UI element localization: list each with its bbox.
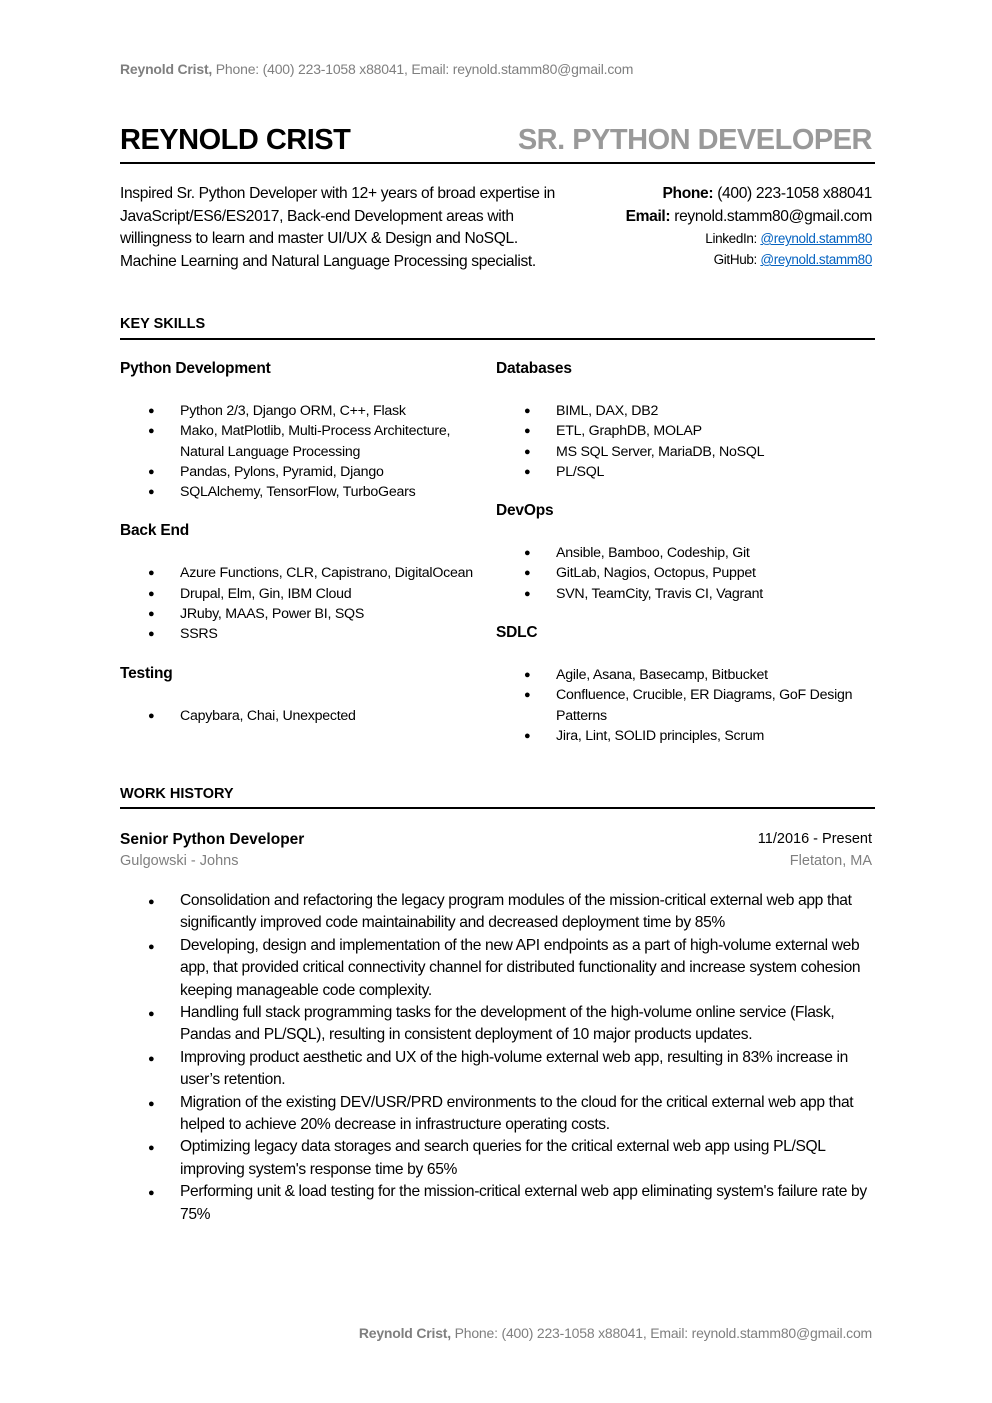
github-label: GitHub: xyxy=(713,252,761,267)
skill-item: ● GitLab, Nagios, Octopus, Puppet xyxy=(496,563,866,583)
skill-item: ● ETL, GraphDB, MOLAP xyxy=(496,421,866,441)
github-link[interactable]: @reynold.stamm80 xyxy=(760,252,872,267)
skill-item: ● Mako, MatPlotlib, Multi-Process Architecture, Natural Language Processing xyxy=(120,421,490,462)
list-item: ● Handling full stack programming tasks for the development of the high-volume online service (Flask, Pandas and PL/SQL), resulting in consistent deployment of 10 major products updates. xyxy=(120,1002,876,1047)
skill-item: ● Drupal, Elm, Gin, IBM Cloud xyxy=(120,584,490,604)
job-bullets xyxy=(120,890,876,1226)
divider xyxy=(120,162,875,164)
job-position: Senior Python Developer xyxy=(120,831,305,848)
skill-group-title: Back End xyxy=(120,522,190,540)
skill-item: ● Python 2/3, Django ORM, C++, Flask xyxy=(120,401,490,421)
skill-item: ● Agile, Asana, Basecamp, Bitbucket xyxy=(496,665,866,685)
skill-group-title: SDLC xyxy=(496,624,538,642)
list-item: ● Consolidation and refactoring the legacy program modules of the mission-critical external web app that significantly improved code maintainability and decreased deployment time by 85% xyxy=(120,890,876,935)
skill-item: ● Ansible, Bamboo, Codeship, Git xyxy=(496,543,866,563)
job-location: Fletaton, MA xyxy=(789,853,872,869)
skill-list xyxy=(496,543,866,604)
header-name: Reynold Crist, xyxy=(120,61,213,77)
skill-list xyxy=(120,401,490,502)
skill-item: ● MS SQL Server, MariaDB, NoSQL xyxy=(496,442,866,462)
skill-item: ● SVN, TeamCity, Travis CI, Vagrant xyxy=(496,584,866,604)
linkedin-label: LinkedIn: xyxy=(705,231,761,246)
skill-list xyxy=(496,665,866,746)
list-item: ● Optimizing legacy data storages and search queries for the critical external web app using PL/SQL improving system's response time by 65% xyxy=(120,1136,876,1181)
list-item: ● Performing unit & load testing for the mission-critical external web app eliminating system's failure rate by 75% xyxy=(120,1181,876,1226)
skill-item: ● Confluence, Crucible, ER Diagrams, GoF Design Patterns xyxy=(496,685,866,726)
skill-group-title: Databases xyxy=(496,360,572,377)
phone-label: Phone: xyxy=(662,185,714,202)
candidate-name: REYNOLD CRIST xyxy=(120,124,351,156)
divider xyxy=(120,807,875,809)
skill-item: ● SQLAlchemy, TensorFlow, TurboGears xyxy=(120,482,490,502)
skill-list xyxy=(120,706,490,726)
list-item: ● Improving product aesthetic and UX of the high-volume external web app, resulting in 83% increase in user’s retention. xyxy=(120,1047,876,1092)
list-item: ● Migration of the existing DEV/USR/PRD environments to the cloud for the critical external web app that helped to achieve 20% decrease in infrastructure operating costs. xyxy=(120,1092,876,1137)
skill-list xyxy=(496,401,866,482)
skill-group-title: Testing xyxy=(120,664,173,682)
work-history-heading: WORK HISTORY xyxy=(120,786,234,802)
phone: (400) 223-1058 x88041 xyxy=(713,185,872,202)
job-dates: 11/2016 - Present xyxy=(757,831,872,847)
job-entry xyxy=(120,829,872,872)
skill-list xyxy=(120,563,490,644)
skill-item: ● BIML, DAX, DB2 xyxy=(496,401,866,421)
footer-details: Phone: (400) 223-1058 x88041, Email: reynold.stamm80@gmail.com xyxy=(450,1325,872,1341)
skill-item: ● SSRS xyxy=(120,624,490,644)
list-item: ● Developing, design and implementation of the new API endpoints as a part of high-volume external web app, that provided critical connectivity channel for distributed functionality and increase system cohesion keeping manageable code complexity. xyxy=(120,935,876,1002)
skill-item: ● Azure Functions, CLR, Capistrano, DigitalOcean xyxy=(120,563,490,583)
skill-item: ● Jira, Lint, SOLID principles, Scrum xyxy=(496,726,866,746)
skill-item: ● Pandas, Pylons, Pyramid, Django xyxy=(120,462,490,482)
skills-left-column xyxy=(120,360,490,746)
skill-group-title: DevOps xyxy=(496,502,554,520)
linkedin-link[interactable]: @reynold.stamm80 xyxy=(760,231,872,246)
divider xyxy=(120,338,875,340)
job-company: Gulgowski - Johns xyxy=(120,853,239,869)
email: reynold.stamm80@gmail.com xyxy=(670,207,872,225)
skills-right-column xyxy=(496,360,866,766)
skill-group-title: Python Development xyxy=(120,360,271,377)
job-title: SR. PYTHON DEVELOPER xyxy=(517,124,872,156)
skill-item: ● Capybara, Chai, Unexpected xyxy=(120,706,490,726)
footer-name: Reynold Crist, xyxy=(358,1325,451,1341)
header-details: Phone: (400) 223-1058 x88041, Email: reynold.stamm80@gmail.com xyxy=(212,61,634,77)
key-skills-heading: KEY SKILLS xyxy=(120,316,206,332)
skill-item: ● PL/SQL xyxy=(496,462,866,482)
email-label: Email: xyxy=(625,207,671,225)
running-header xyxy=(120,61,633,77)
skill-item: ● JRuby, MAAS, Power BI, SQS xyxy=(120,604,490,624)
running-footer xyxy=(359,1325,872,1341)
contact-block xyxy=(626,183,872,270)
summary: Inspired Sr. Python Developer with 12+ years of broad expertise in JavaScript/ES6/ES2017, Back-end Development areas with willingness to learn and master UI/UX & Design and NoSQL. Machine Learning and Natural Language Processing specialist. xyxy=(120,185,556,270)
